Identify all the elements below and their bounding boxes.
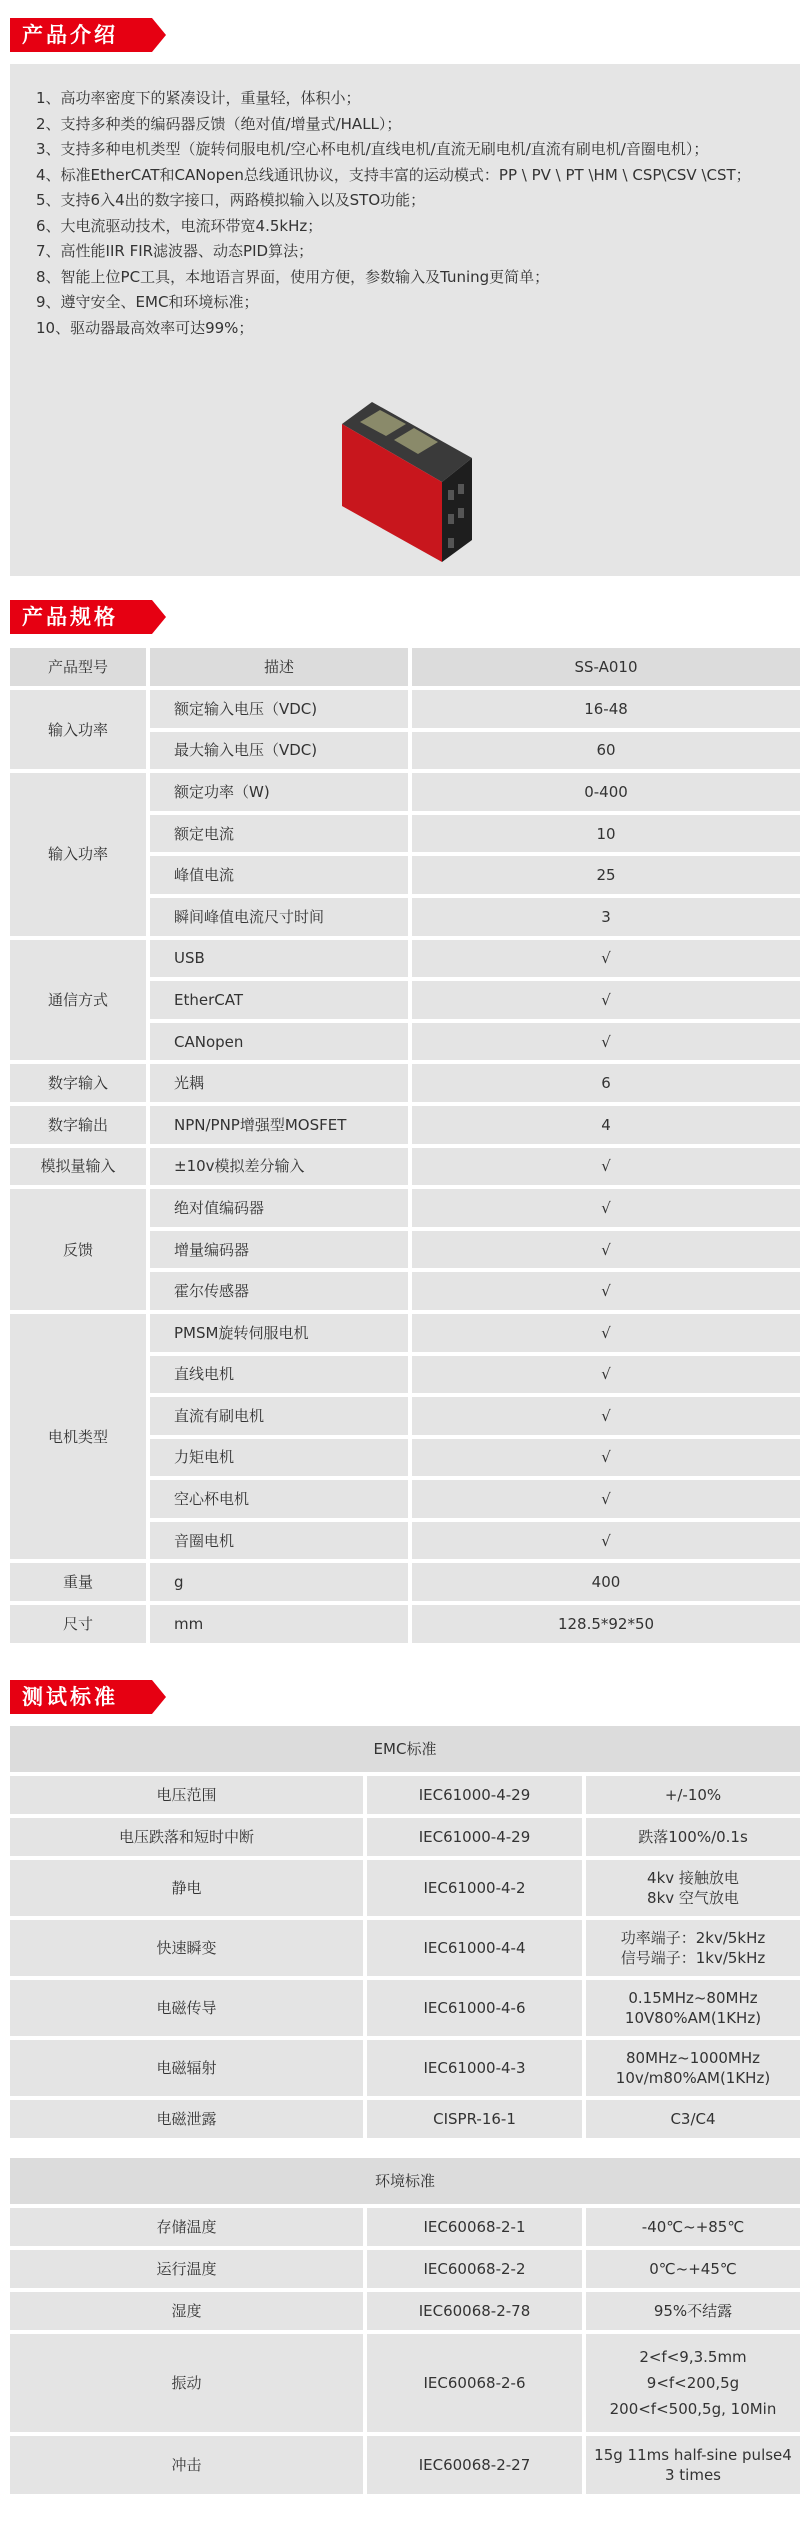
spec-value: 400 bbox=[412, 1563, 800, 1601]
test-name: 电磁辐射 bbox=[10, 2040, 363, 2096]
feature-item: 1、高功率密度下的紧凑设计，重量轻，体积小； bbox=[36, 89, 361, 107]
spec-value: √ bbox=[412, 1231, 800, 1269]
spec-desc: 瞬间峰值电流尺寸时间 bbox=[150, 898, 408, 936]
spec-group-label: 模拟量输入 bbox=[10, 1148, 146, 1186]
test-name: 电磁泄露 bbox=[10, 2100, 363, 2138]
spec-desc: 绝对值编码器 bbox=[150, 1189, 408, 1227]
test-value: C3/C4 bbox=[586, 2100, 800, 2138]
feature-item: 2、支持多种类的编码器反馈（绝对值/增量式/HALL）； bbox=[36, 114, 402, 133]
test-name: 快速瞬变 bbox=[10, 1920, 363, 1976]
spec-group-label: 电机类型 bbox=[10, 1314, 146, 1560]
spec-desc: 额定电流 bbox=[150, 815, 408, 853]
spec-value: √ bbox=[412, 1356, 800, 1394]
spec-group-label: 尺寸 bbox=[10, 1605, 146, 1643]
test-value: +/-10% bbox=[586, 1776, 800, 1814]
env-table bbox=[10, 2158, 800, 2494]
test-standard: IEC60068-2-27 bbox=[367, 2436, 582, 2494]
spec-value: √ bbox=[412, 1272, 800, 1310]
spec-value: √ bbox=[412, 981, 800, 1019]
spec-desc: 峰值电流 bbox=[150, 856, 408, 894]
test-name: 电磁传导 bbox=[10, 1980, 363, 2036]
test-name: 运行温度 bbox=[10, 2250, 363, 2288]
spec-group-label: 重量 bbox=[10, 1563, 146, 1601]
test-standard: IEC60068-2-2 bbox=[367, 2250, 582, 2288]
test-name: 冲击 bbox=[10, 2436, 363, 2494]
test-standard: IEC61000-4-6 bbox=[367, 1980, 582, 2036]
test-standard: IEC60068-2-78 bbox=[367, 2292, 582, 2330]
test-value: 跌落100%/0.1s bbox=[586, 1818, 800, 1856]
spec-header-desc: 描述 bbox=[150, 648, 408, 686]
feature-item: 10、驱动器最高效率可达99%； bbox=[36, 318, 254, 337]
feature-item: 9、遵守安全、EMC和环境标准； bbox=[36, 293, 259, 311]
feature-item: 4、标准EtherCAT和CANopen总线通讯协议，支持丰富的运动模式：PP \ PV \ PT \HM \ CSP\CSV \CST； bbox=[36, 165, 751, 184]
spec-value: 128.5*92*50 bbox=[412, 1605, 800, 1643]
test-value: 0.15MHz~80MHz 10V80%AM(1KHz) bbox=[586, 1980, 800, 2036]
spec-desc: 光耦 bbox=[150, 1064, 408, 1102]
spec-value: √ bbox=[412, 1148, 800, 1186]
test-value: 95%不结露 bbox=[586, 2292, 800, 2330]
feature-item: 3、支持多种电机类型（旋转伺服电机/空心杯电机/直线电机/直流无刷电机/直流有刷电机/音圈电机）； bbox=[36, 140, 709, 158]
test-standard: IEC61000-4-3 bbox=[367, 2040, 582, 2096]
test-value: 80MHz~1000MHz 10v/m80%AM(1KHz) bbox=[586, 2040, 800, 2096]
spec-desc: 直线电机 bbox=[150, 1356, 408, 1394]
spec-value: √ bbox=[412, 1023, 800, 1061]
test-value: 4kv 接触放电 8kv 空气放电 bbox=[586, 1860, 800, 1916]
spec-desc: USB bbox=[150, 940, 408, 978]
feature-item: 7、高性能IIR FIR滤波器、动态PID算法； bbox=[36, 242, 314, 260]
spec-desc: 额定功率（W) bbox=[150, 773, 408, 811]
spec-group-label: 数字输入 bbox=[10, 1064, 146, 1102]
spec-value: √ bbox=[412, 1189, 800, 1227]
test-standard: CISPR-16-1 bbox=[367, 2100, 582, 2138]
spec-value: 3 bbox=[412, 898, 800, 936]
spec-desc: PMSM旋转伺服电机 bbox=[150, 1314, 408, 1352]
spec-desc: 额定输入电压（VDC) bbox=[150, 690, 408, 728]
servo-drive-product-image bbox=[332, 394, 482, 564]
test-value: 0℃~+45℃ bbox=[586, 2250, 800, 2288]
spec-desc: 空心杯电机 bbox=[150, 1480, 408, 1518]
emc-table bbox=[10, 1726, 800, 2138]
test-name: 静电 bbox=[10, 1860, 363, 1916]
spec-group-label: 输入功率 bbox=[10, 773, 146, 935]
spec-value: 6 bbox=[412, 1064, 800, 1102]
spec-desc: 增量编码器 bbox=[150, 1231, 408, 1269]
intro-panel bbox=[10, 64, 800, 576]
spec-value: √ bbox=[412, 1397, 800, 1435]
test-value: 功率端子：2kv/5kHz 信号端子：1kv/5kHz bbox=[586, 1920, 800, 1976]
spec-desc: 最大输入电压（VDC) bbox=[150, 732, 408, 770]
spec-value: √ bbox=[412, 1439, 800, 1477]
spec-group-label: 输入功率 bbox=[10, 690, 146, 769]
emc-title: EMC标准 bbox=[10, 1726, 800, 1772]
feature-item: 5、支持6入4出的数字接口，两路模拟输入以及STO功能； bbox=[36, 191, 426, 209]
test-name: 电压范围 bbox=[10, 1776, 363, 1814]
spec-desc: ±10v模拟差分输入 bbox=[150, 1148, 408, 1186]
spec-value: √ bbox=[412, 1314, 800, 1352]
spec-value: 4 bbox=[412, 1106, 800, 1144]
spec-desc: 直流有刷电机 bbox=[150, 1397, 408, 1435]
test-standard: IEC61000-4-29 bbox=[367, 1776, 582, 1814]
spec-value: √ bbox=[412, 1522, 800, 1560]
test-standard: IEC61000-4-4 bbox=[367, 1920, 582, 1976]
test-value: 2<f<9,3.5mm 9<f<200,5g 200<f<500,5g, 10Min bbox=[586, 2334, 800, 2432]
spec-value: 0-400 bbox=[412, 773, 800, 811]
specs-heading: 产品规格 bbox=[10, 600, 152, 634]
test-name: 电压跌落和短时中断 bbox=[10, 1818, 363, 1856]
test-standard: IEC61000-4-29 bbox=[367, 1818, 582, 1856]
feature-item: 8、智能上位PC工具，本地语言界面，使用方便，参数输入及Tuning更简单； bbox=[36, 267, 550, 286]
spec-value: √ bbox=[412, 1480, 800, 1518]
feature-list bbox=[36, 86, 776, 341]
spec-value: √ bbox=[412, 940, 800, 978]
test-value: 15g 11ms half-sine pulse4 3 times bbox=[586, 2436, 800, 2494]
spec-desc: 力矩电机 bbox=[150, 1439, 408, 1477]
test-standard: IEC60068-2-6 bbox=[367, 2334, 582, 2432]
spec-desc: mm bbox=[150, 1605, 408, 1643]
spec-group-label: 反馈 bbox=[10, 1189, 146, 1310]
spec-desc: 霍尔传感器 bbox=[150, 1272, 408, 1310]
test-name: 湿度 bbox=[10, 2292, 363, 2330]
env-title: 环境标准 bbox=[10, 2158, 800, 2204]
spec-desc: NPN/PNP增强型MOSFET bbox=[150, 1106, 408, 1144]
spec-header-value: SS-A010 bbox=[412, 648, 800, 686]
feature-item: 6、大电流驱动技术，电流环带宽4.5kHz； bbox=[36, 216, 323, 235]
spec-desc: CANopen bbox=[150, 1023, 408, 1061]
spec-desc: g bbox=[150, 1563, 408, 1601]
test-name: 振动 bbox=[10, 2334, 363, 2432]
test-standard: IEC61000-4-2 bbox=[367, 1860, 582, 1916]
spec-header-model: 产品型号 bbox=[10, 648, 146, 686]
tests-heading: 测试标准 bbox=[10, 1680, 152, 1714]
intro-heading: 产品介绍 bbox=[10, 18, 152, 52]
spec-value: 16-48 bbox=[412, 690, 800, 728]
test-standard: IEC60068-2-1 bbox=[367, 2208, 582, 2246]
test-value: -40℃~+85℃ bbox=[586, 2208, 800, 2246]
spec-group-label: 通信方式 bbox=[10, 940, 146, 1061]
spec-value: 10 bbox=[412, 815, 800, 853]
test-name: 存储温度 bbox=[10, 2208, 363, 2246]
spec-desc: EtherCAT bbox=[150, 981, 408, 1019]
spec-value: 60 bbox=[412, 732, 800, 770]
spec-group-label: 数字输出 bbox=[10, 1106, 146, 1144]
spec-value: 25 bbox=[412, 856, 800, 894]
spec-desc: 音圈电机 bbox=[150, 1522, 408, 1560]
